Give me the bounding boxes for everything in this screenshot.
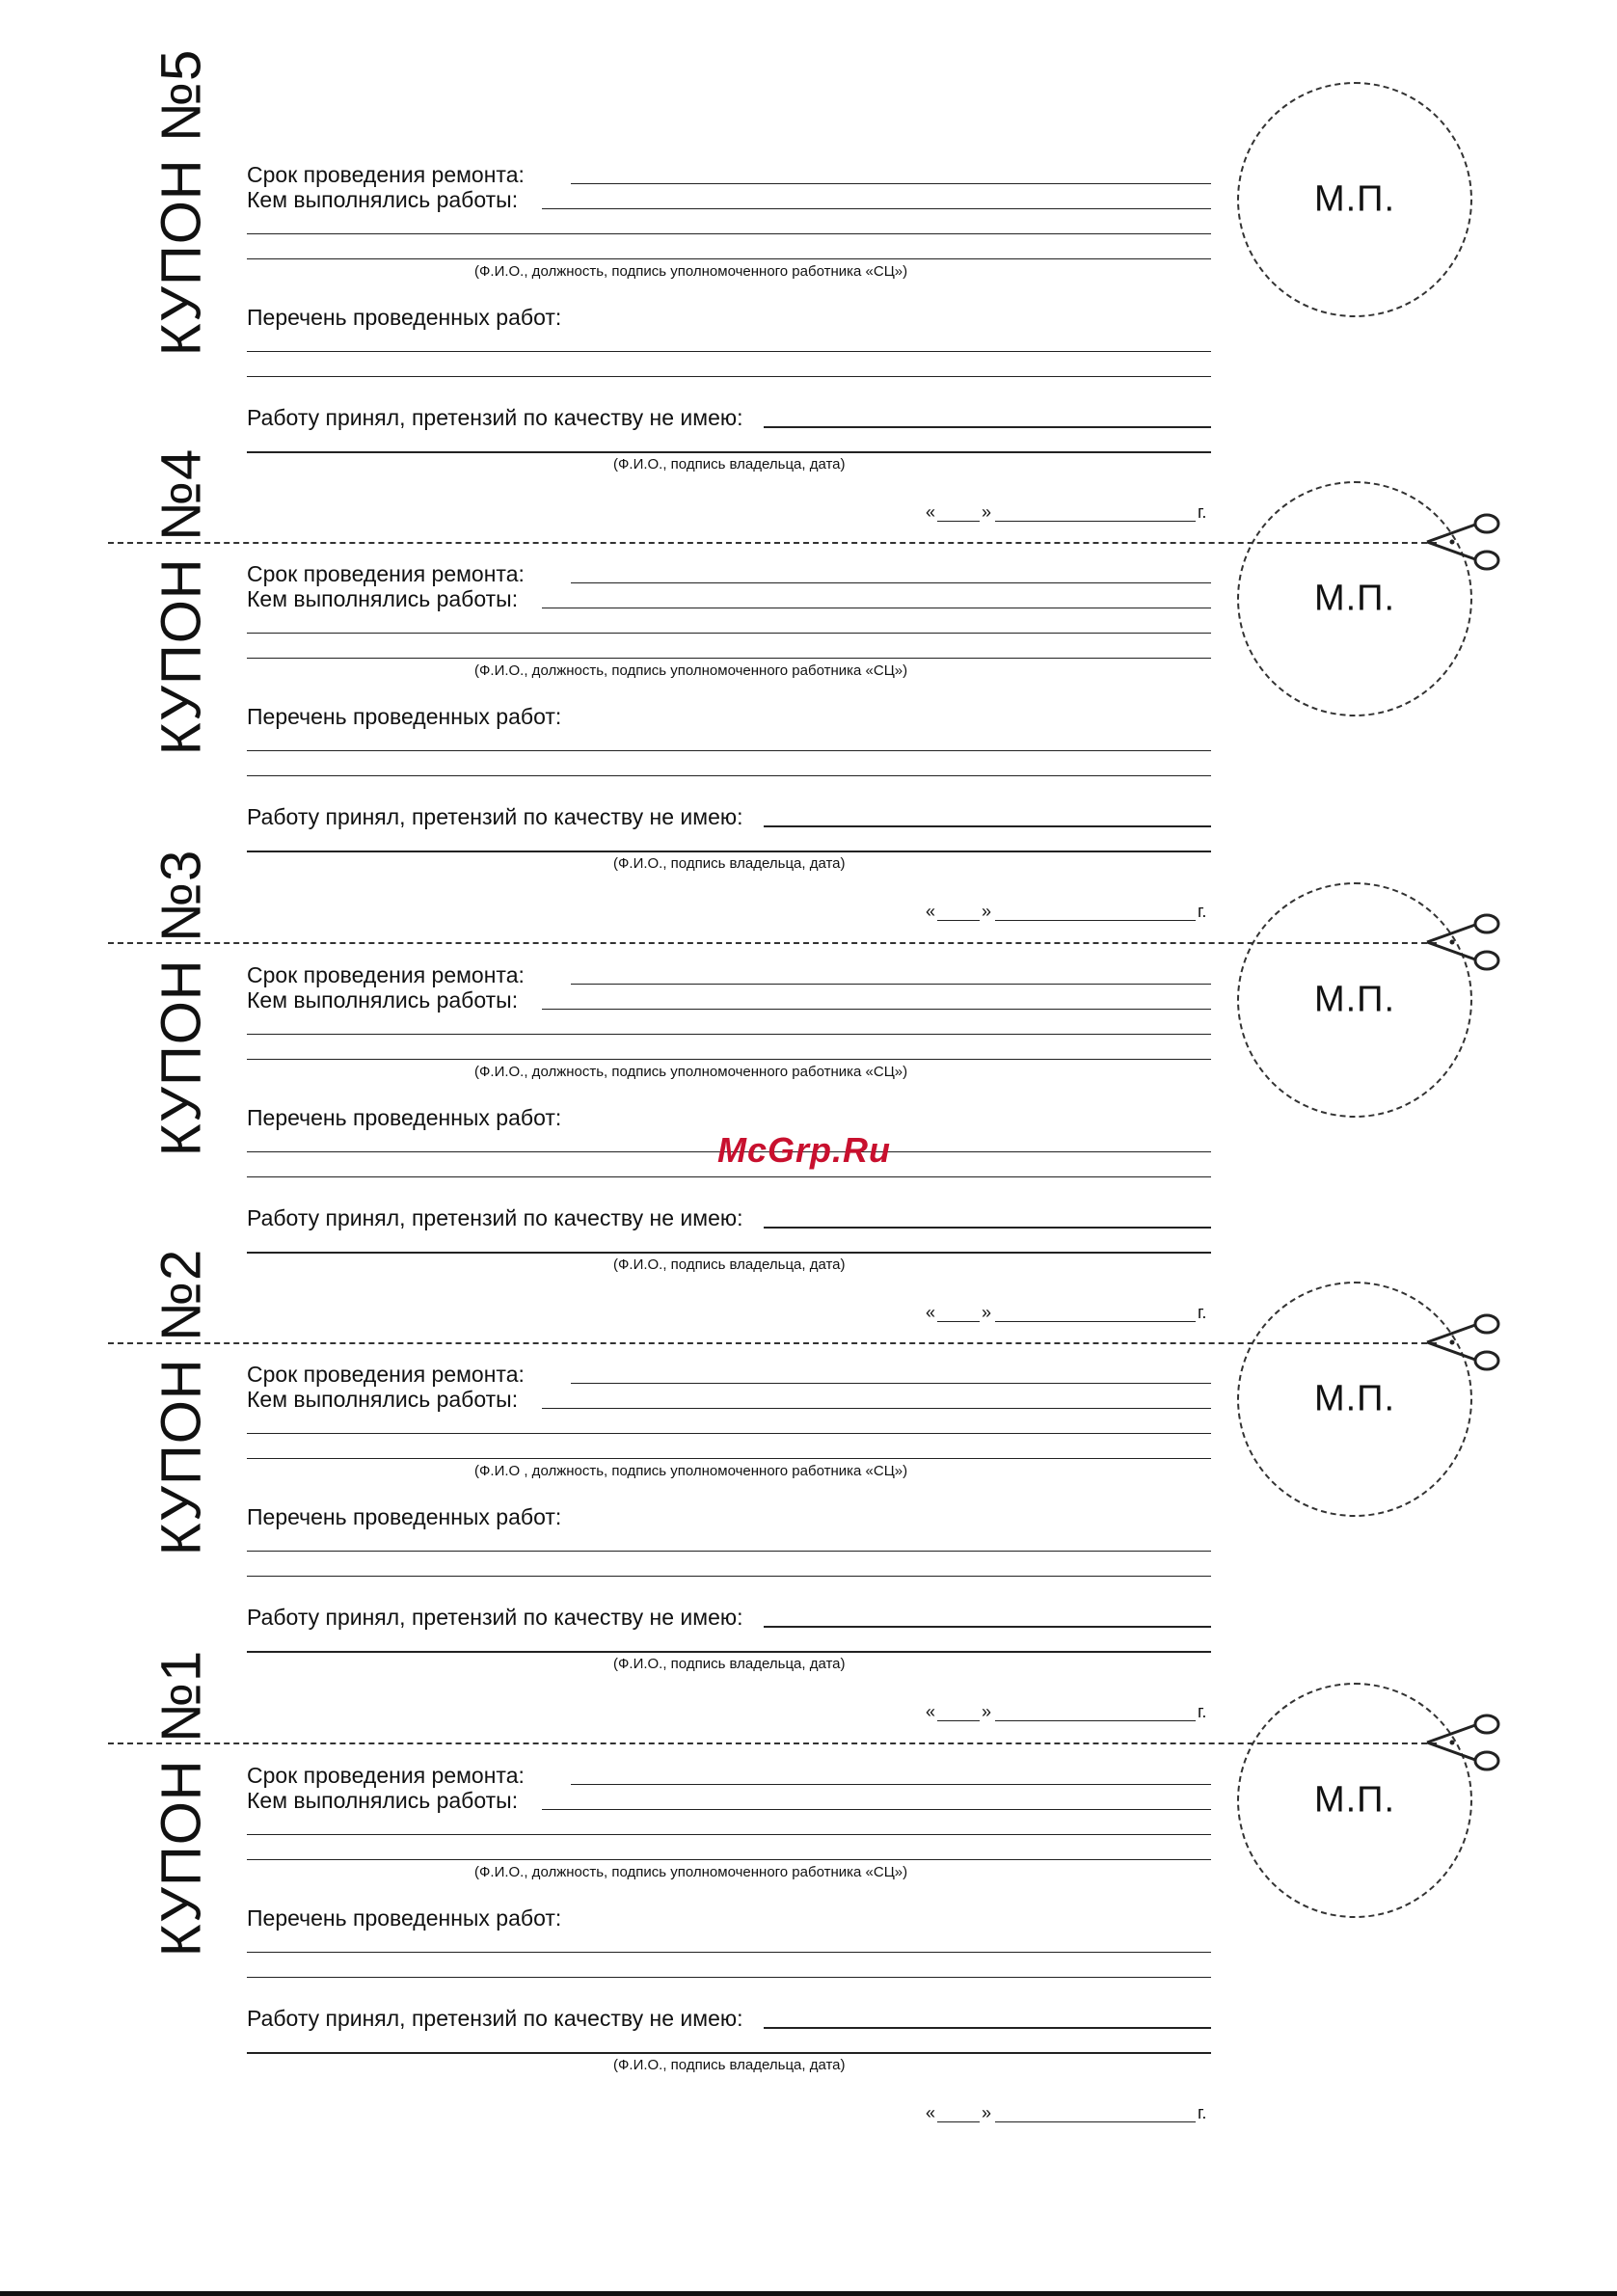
cut-line	[108, 542, 1437, 544]
date-close-quote: »	[982, 1702, 992, 1721]
works-list-field-line-2[interactable]	[247, 1576, 1211, 1577]
repair-period-field[interactable]	[571, 1784, 1211, 1785]
performed-by-field[interactable]	[542, 1009, 1211, 1010]
date-close-quote: »	[982, 1303, 992, 1322]
owner-caption: (Ф.И.О., подпись владельца, дата)	[613, 1656, 846, 1672]
service-caption: (Ф.И.О., должность, подпись уполномоченного работника «СЦ»)	[474, 1864, 908, 1880]
repair-period-label: Срок проведения ремонта:	[247, 162, 525, 187]
stamp-label: М.П.	[1313, 979, 1396, 1020]
date-open-quote: «	[926, 2103, 936, 2122]
scissors-icon	[1425, 513, 1502, 571]
date-year-suffix: г.	[1198, 902, 1207, 921]
accepted-field-line-2[interactable]	[247, 2052, 1211, 2054]
accepted-label: Работу принял, претензий по качеству не имею:	[247, 1205, 743, 1230]
performed-by-label: Кем выполнялись работы:	[247, 586, 519, 611]
works-list-label: Перечень проведенных работ:	[247, 704, 562, 729]
accepted-field[interactable]	[764, 2027, 1211, 2029]
coupon-5	[0, 0, 1617, 522]
date-open-quote: «	[926, 902, 936, 921]
works-list-field-line-2[interactable]	[247, 1176, 1211, 1177]
service-caption: (Ф.И.О , должность, подпись уполномоченного работника «СЦ»)	[474, 1463, 908, 1479]
performed-by-field[interactable]	[542, 1408, 1211, 1409]
coupon-4	[0, 399, 1617, 921]
date-close-quote: »	[982, 2103, 992, 2122]
works-list-field-line-1[interactable]	[247, 351, 1211, 352]
repair-period-field[interactable]	[571, 1383, 1211, 1384]
coupon-title: КУПОН №1	[149, 1649, 213, 1958]
date-open-quote: «	[926, 502, 936, 522]
service-caption: (Ф.И.О., должность, подпись уполномоченного работника «СЦ»)	[474, 1064, 908, 1080]
bottom-border	[0, 2291, 1617, 2296]
performed-by-label: Кем выполнялись работы:	[247, 1387, 519, 1412]
repair-period-field[interactable]	[571, 984, 1211, 985]
performed-by-field-line-2[interactable]	[247, 1034, 1211, 1035]
accepted-label: Работу принял, претензий по качеству не имею:	[247, 2006, 743, 2031]
performed-by-label: Кем выполнялись работы:	[247, 1788, 519, 1813]
performed-by-field-line-2[interactable]	[247, 1433, 1211, 1434]
date-day-field[interactable]	[937, 2121, 980, 2122]
performed-by-field-line-3[interactable]	[247, 658, 1211, 659]
scissors-icon	[1425, 1313, 1502, 1371]
date-year-suffix: г.	[1198, 2103, 1207, 2122]
performed-by-field-line-2[interactable]	[247, 1834, 1211, 1835]
performed-by-label: Кем выполнялись работы:	[247, 987, 519, 1013]
performed-by-field[interactable]	[542, 1809, 1211, 1810]
accepted-label: Работу принял, претензий по качеству не имею:	[247, 804, 743, 829]
repair-period-label: Срок проведения ремонта:	[247, 561, 525, 586]
date-close-quote: »	[982, 902, 992, 921]
stamp-label: М.П.	[1313, 1378, 1396, 1419]
owner-caption: (Ф.И.О., подпись владельца, дата)	[613, 2057, 846, 2073]
repair-period-label: Срок проведения ремонта:	[247, 1763, 525, 1788]
cut-line	[108, 1742, 1437, 1744]
scissors-icon	[1425, 1714, 1502, 1771]
repair-period-label: Срок проведения ремонта:	[247, 1362, 525, 1387]
accepted-label: Работу принял, претензий по качеству не имею:	[247, 405, 743, 430]
date-month-field[interactable]	[995, 2121, 1196, 2122]
stamp-label: М.П.	[1313, 578, 1396, 619]
date-year-suffix: г.	[1198, 502, 1207, 522]
works-list-field-line-2[interactable]	[247, 1977, 1211, 1978]
service-caption: (Ф.И.О., должность, подпись уполномоченного работника «СЦ»)	[474, 662, 908, 679]
works-list-field-line-1[interactable]	[247, 1952, 1211, 1953]
owner-caption: (Ф.И.О., подпись владельца, дата)	[613, 456, 846, 473]
owner-caption: (Ф.И.О., подпись владельца, дата)	[613, 1256, 846, 1273]
works-list-field-line-1[interactable]	[247, 750, 1211, 751]
performed-by-field-line-3[interactable]	[247, 1859, 1211, 1860]
date-year-suffix: г.	[1198, 1702, 1207, 1721]
date-open-quote: «	[926, 1702, 936, 1721]
scissors-icon	[1425, 913, 1502, 971]
repair-period-label: Срок проведения ремонта:	[247, 962, 525, 987]
cut-line	[108, 942, 1437, 944]
date-close-quote: »	[982, 502, 992, 522]
performed-by-label: Кем выполнялись работы:	[247, 187, 519, 212]
date-open-quote: «	[926, 1303, 936, 1322]
coupon-title: КУПОН №5	[149, 48, 213, 357]
works-list-label: Перечень проведенных работ:	[247, 1504, 562, 1529]
performed-by-field[interactable]	[542, 208, 1211, 209]
performed-by-field-line-3[interactable]	[247, 1059, 1211, 1060]
coupon-title: КУПОН №4	[149, 447, 213, 756]
repair-period-field[interactable]	[571, 183, 1211, 184]
coupon-title: КУПОН №2	[149, 1248, 213, 1556]
works-list-field-line-2[interactable]	[247, 376, 1211, 377]
works-list-label: Перечень проведенных работ:	[247, 305, 562, 330]
coupon-2	[0, 1200, 1617, 1721]
date-year-suffix: г.	[1198, 1303, 1207, 1322]
coupon-title: КУПОН №3	[149, 849, 213, 1157]
accepted-label: Работу принял, претензий по качеству не имею:	[247, 1605, 743, 1630]
stamp-label: М.П.	[1313, 1779, 1396, 1821]
stamp-label: М.П.	[1313, 178, 1396, 220]
coupon-1	[0, 1601, 1617, 2122]
works-list-label: Перечень проведенных работ:	[247, 1905, 562, 1931]
works-list-field-line-1[interactable]	[247, 1551, 1211, 1552]
works-list-field-line-2[interactable]	[247, 775, 1211, 776]
repair-period-field[interactable]	[571, 582, 1211, 583]
service-caption: (Ф.И.О., должность, подпись уполномоченного работника «СЦ»)	[474, 263, 908, 280]
owner-caption: (Ф.И.О., подпись владельца, дата)	[613, 855, 846, 872]
cut-line	[108, 1342, 1437, 1344]
performed-by-field-line-3[interactable]	[247, 258, 1211, 259]
performed-by-field-line-2[interactable]	[247, 633, 1211, 634]
performed-by-field-line-3[interactable]	[247, 1458, 1211, 1459]
works-list-label: Перечень проведенных работ:	[247, 1105, 562, 1130]
stamp-circle	[1237, 82, 1472, 317]
performed-by-field-line-2[interactable]	[247, 233, 1211, 234]
watermark: McGrp.Ru	[717, 1130, 892, 1170]
